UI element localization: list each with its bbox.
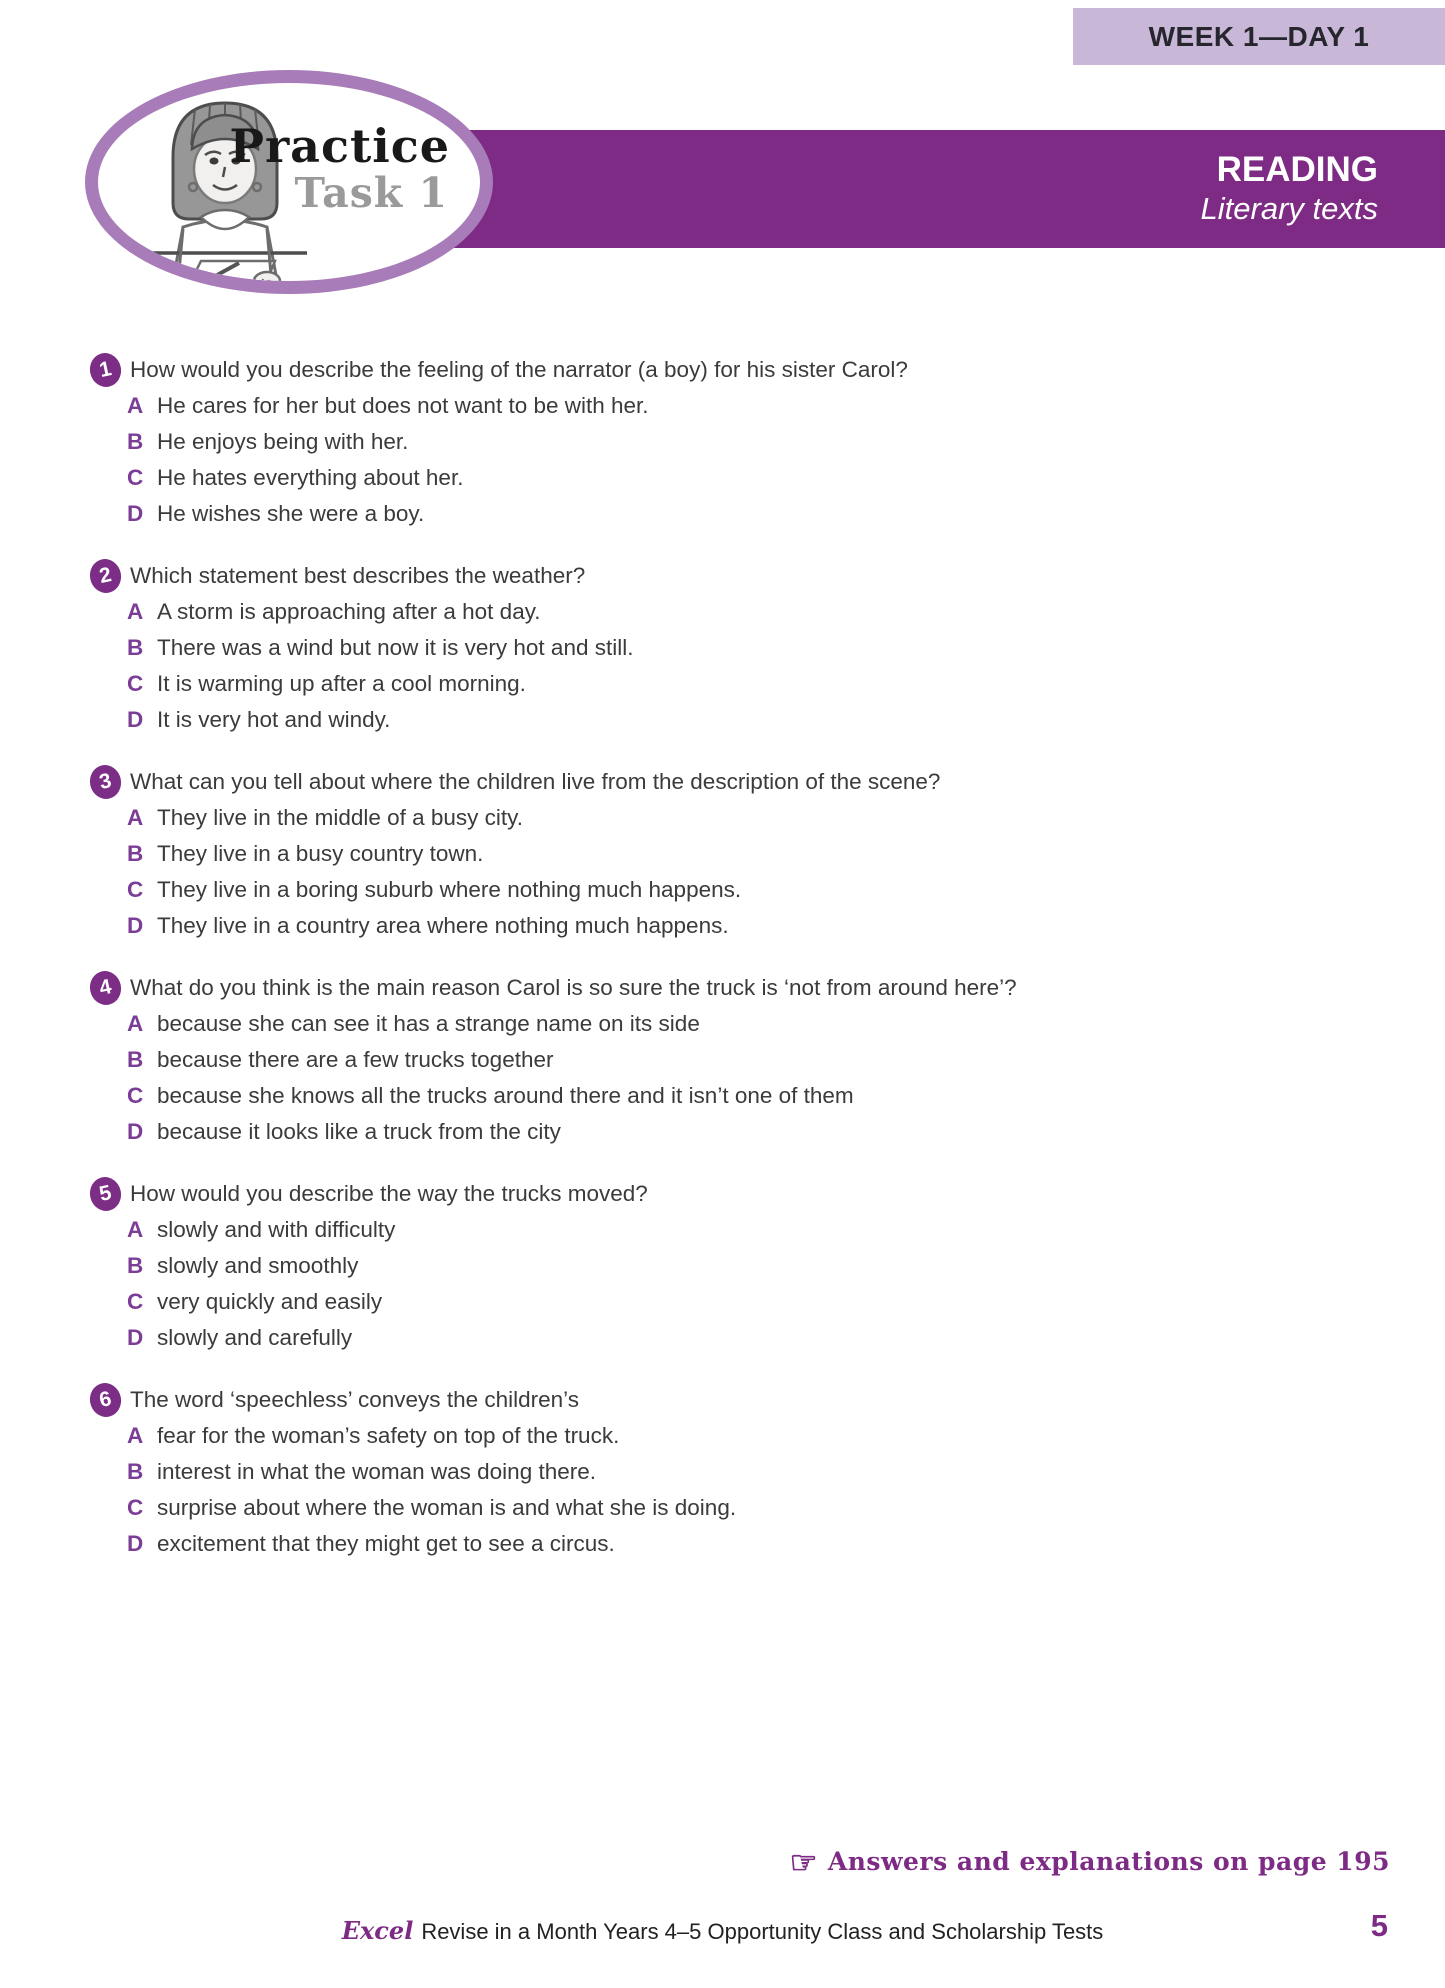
option-letter: C [127, 1495, 144, 1520]
answer-option [127, 836, 1445, 872]
answer-option [127, 1248, 1445, 1284]
option-letter: B [127, 841, 144, 866]
option-text: They live in a busy country town. [157, 841, 484, 866]
option-text: interest in what the woman was doing there. [157, 1459, 596, 1484]
option-letter: B [127, 1459, 144, 1484]
answer-option [127, 1320, 1445, 1356]
footer [0, 1916, 1445, 1945]
option-letter: C [127, 1083, 144, 1108]
question-block [0, 1382, 1445, 1562]
option-text: surprise about where the woman is and what she is doing. [157, 1495, 737, 1520]
option-text: They live in a country area where nothing much happens. [157, 913, 729, 938]
answer-option [127, 1526, 1445, 1562]
answer-option [127, 460, 1445, 496]
week-day-label: WEEK 1—DAY 1 [1148, 20, 1370, 52]
question-block [0, 558, 1445, 738]
question-block [0, 1176, 1445, 1356]
practice-task-logo [85, 70, 493, 294]
answer-option [127, 496, 1445, 532]
answer-option [127, 1114, 1445, 1150]
option-text: They live in the middle of a busy city. [157, 805, 523, 830]
option-letter: B [127, 635, 144, 660]
section-banner [340, 130, 1445, 248]
option-letter: C [127, 877, 144, 902]
option-text: because she can see it has a strange name on its side [157, 1011, 700, 1036]
option-letter: D [127, 1119, 144, 1144]
question-text: What can you tell about where the children live from the description of the scene? [130, 769, 941, 794]
option-text: slowly and smoothly [157, 1253, 359, 1278]
question-text: How would you describe the way the trucks moved? [130, 1181, 648, 1206]
option-letter: B [127, 429, 144, 454]
option-text: because she knows all the trucks around there and it isn’t one of them [157, 1083, 854, 1108]
answers-note-text: Answers and explanations on page 195 [827, 1847, 1390, 1876]
option-letter: C [127, 465, 144, 490]
option-letter: A [127, 805, 144, 830]
section-subtitle: Literary texts [1200, 191, 1378, 226]
option-letter: B [127, 1253, 144, 1278]
answer-option [127, 1418, 1445, 1454]
option-letter: D [127, 1325, 144, 1350]
practice-label: Practice [229, 119, 450, 173]
option-letter: D [127, 1531, 144, 1556]
option-text: It is very hot and windy. [157, 707, 391, 732]
answer-option [127, 908, 1445, 944]
question-number-badge: 1 [87, 350, 124, 390]
answer-option [127, 1454, 1445, 1490]
question-block [0, 764, 1445, 944]
question-number-badge: 5 [87, 1174, 124, 1214]
answer-option [127, 594, 1445, 630]
answer-option [127, 1042, 1445, 1078]
option-text: He wishes she were a boy. [157, 501, 425, 526]
option-text: slowly and with difficulty [157, 1217, 396, 1242]
pointing-hand-icon: ☞ [789, 1845, 818, 1881]
footer-brand: Excel [341, 1916, 414, 1945]
option-text: because it looks like a truck from the city [157, 1119, 561, 1144]
answer-option [127, 1006, 1445, 1042]
question-text: Which statement best describes the weather? [130, 563, 586, 588]
option-text: He cares for her but does not want to be with her. [157, 393, 649, 418]
question-block [0, 352, 1445, 532]
question-text: The word ‘speechless’ conveys the children’s [130, 1387, 579, 1412]
option-letter: D [127, 913, 144, 938]
answer-option [127, 666, 1445, 702]
option-text: fear for the woman’s safety on top of the truck. [157, 1423, 620, 1448]
option-text: It is warming up after a cool morning. [157, 671, 526, 696]
option-letter: C [127, 1289, 144, 1314]
section-title: READING [1216, 150, 1378, 189]
question-number-badge: 2 [87, 556, 124, 596]
option-letter: A [127, 599, 144, 624]
answer-option [127, 1284, 1445, 1320]
answers-note [790, 1845, 1390, 1881]
task-label: Task 1 [294, 169, 448, 217]
answer-option [127, 388, 1445, 424]
answer-option [127, 1078, 1445, 1114]
option-text: They live in a boring suburb where nothing much happens. [157, 877, 742, 902]
option-text: because there are a few trucks together [157, 1047, 554, 1072]
option-text: very quickly and easily [157, 1289, 383, 1314]
option-letter: A [127, 1217, 144, 1242]
question-number-badge: 6 [87, 1380, 124, 1420]
answer-option [127, 424, 1445, 460]
question-block [0, 970, 1445, 1150]
questions-list [0, 352, 1445, 1588]
option-letter: A [127, 393, 144, 418]
option-letter: D [127, 501, 144, 526]
question-number-badge: 4 [87, 968, 124, 1008]
question-number-badge: 3 [87, 762, 124, 802]
option-text: slowly and carefully [157, 1325, 353, 1350]
footer-text: Revise in a Month Years 4–5 Opportunity Class and Scholarship Tests [421, 1919, 1104, 1944]
option-text: He enjoys being with her. [157, 429, 409, 454]
option-text: A storm is approaching after a hot day. [157, 599, 541, 624]
answer-option [127, 630, 1445, 666]
week-day-tab [1073, 8, 1445, 65]
option-letter: A [127, 1011, 144, 1036]
page-number: 5 [1370, 1908, 1388, 1943]
question-text: How would you describe the feeling of the narrator (a boy) for his sister Carol? [130, 357, 908, 382]
option-letter: C [127, 671, 144, 696]
answer-option [127, 702, 1445, 738]
option-letter: D [127, 707, 144, 732]
answer-option [127, 872, 1445, 908]
question-text: What do you think is the main reason Carol is so sure the truck is ‘not from around here’? [130, 975, 1017, 1000]
option-letter: A [127, 1423, 144, 1448]
answer-option [127, 1212, 1445, 1248]
answer-option [127, 1490, 1445, 1526]
option-letter: B [127, 1047, 144, 1072]
option-text: There was a wind but now it is very hot and still. [157, 635, 634, 660]
option-text: excitement that they might get to see a circus. [157, 1531, 615, 1556]
answer-option [127, 800, 1445, 836]
option-text: He hates everything about her. [157, 465, 464, 490]
